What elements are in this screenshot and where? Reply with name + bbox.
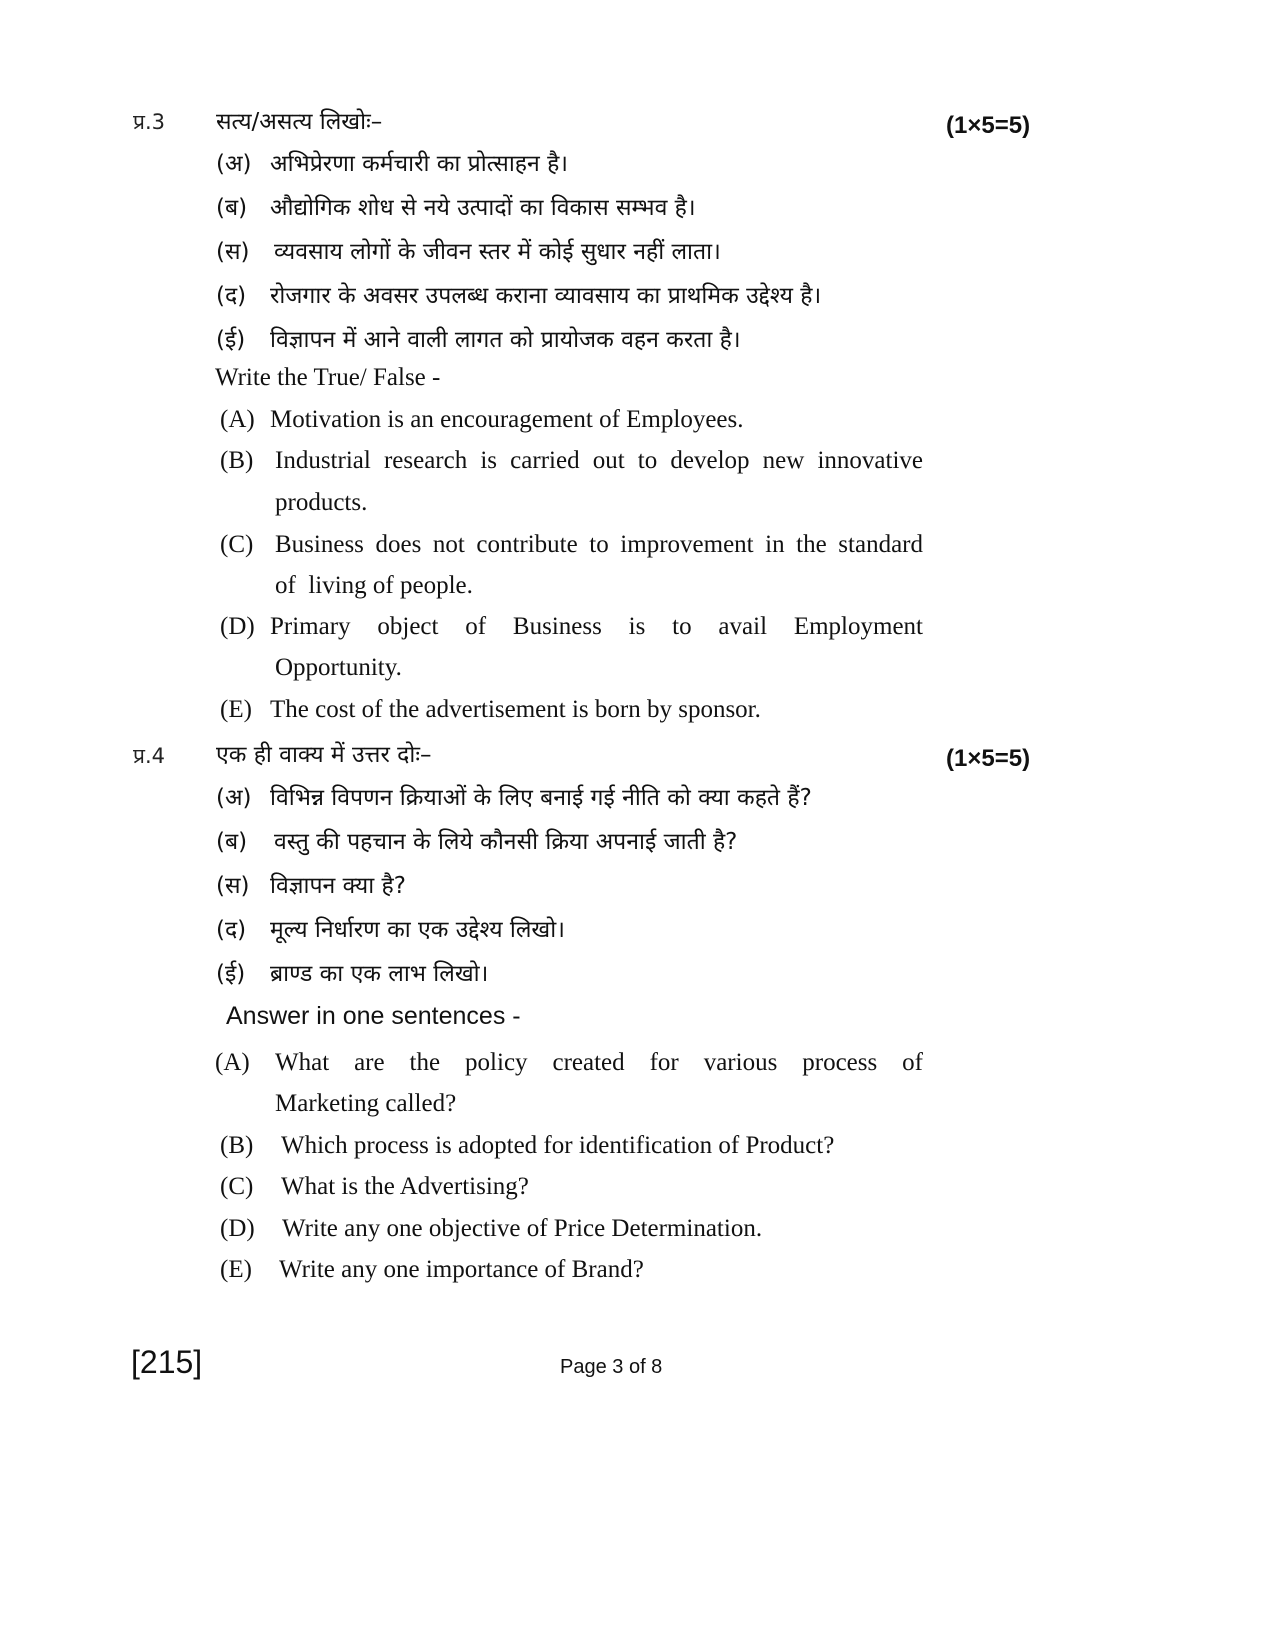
item-label: (द): [216, 917, 247, 943]
item-label: (अ): [216, 785, 252, 811]
q3-hindi-item: [216, 190, 696, 222]
q4-english-item: [220, 1173, 529, 1201]
q4-hindi-item: [216, 868, 406, 900]
item-text: The cost of the advertisement is born by sponsor.: [270, 696, 761, 723]
item-label: (ई): [216, 961, 246, 987]
q3-marks: (1×5=5): [946, 112, 1031, 139]
q4-hindi-item: [216, 780, 812, 812]
item-label: (D): [220, 613, 255, 640]
item-label: (स): [216, 239, 250, 265]
item-text: ब्राण्ड का एक लाभ लिखो।: [270, 961, 489, 987]
q3-english-item: [220, 696, 761, 724]
item-text-continued: of living of people.: [275, 572, 473, 599]
item-text: What is the Advertising?: [281, 1173, 529, 1200]
item-label: (C): [220, 1173, 254, 1200]
item-text: रोजगार के अवसर उपलब्ध कराना व्यावसाय का प्राथमिक उद्देश्य है।: [270, 283, 822, 309]
item-label: (D): [220, 1215, 255, 1242]
item-label: (E): [220, 696, 252, 723]
item-label: (A): [215, 1049, 250, 1076]
item-text: Business does not contribute to improvement in the standard: [275, 531, 923, 558]
item-text: What are the policy created for various process of: [275, 1049, 923, 1076]
q3-english-item: [220, 613, 270, 641]
item-text: Primary object of Business is to avail Employment: [270, 613, 923, 640]
q4-title: एक ही वाक्य में उत्तर दोः–: [216, 742, 432, 768]
q4-number: प्र.4: [133, 744, 165, 768]
item-text: विज्ञापन में आने वाली लागत को प्रायोजक वहन करता है।: [270, 327, 741, 353]
q4-english-item: [215, 1049, 275, 1077]
item-label: (B): [220, 1132, 254, 1159]
item-label: (स): [216, 873, 250, 899]
item-text: मूल्य निर्धारण का एक उद्देश्य लिखो।: [270, 917, 565, 943]
item-text-continued: Marketing called?: [275, 1090, 457, 1117]
item-text: व्यवसाय लोगों के जीवन स्तर में कोई सुधार नहीं लाता।: [274, 239, 721, 265]
item-label: (C): [220, 531, 254, 558]
q4-english-item: [220, 1215, 762, 1243]
q3-hindi-item: [216, 322, 741, 354]
item-text: Motivation is an encouragement of Employees.: [270, 406, 744, 433]
q4-english-item: [220, 1132, 834, 1160]
item-text: Industrial research is carried out to develop new innovative: [275, 447, 923, 474]
item-label: (ई): [216, 327, 246, 353]
q3-title: सत्य/असत्य लिखोः–: [216, 109, 383, 135]
item-label: (ब): [216, 195, 248, 221]
q3-english-item: [220, 531, 275, 559]
q4-hindi-item: [216, 956, 488, 988]
paper-code: [215]: [131, 1344, 203, 1380]
q3-hindi-item: [216, 146, 568, 178]
item-text: Write any one importance of Brand?: [279, 1256, 644, 1283]
item-label: (द): [216, 283, 247, 309]
page-number: Page 3 of 8: [560, 1356, 663, 1378]
q4-english-item: [220, 1256, 644, 1284]
item-text: विभिन्न विपणन क्रियाओं के लिए बनाई गई नीति को क्या कहते हैं?: [270, 785, 812, 811]
item-text: वस्तु की पहचान के लिये कौनसी क्रिया अपनाई जाती है?: [274, 829, 738, 855]
q3-hindi-item: [216, 234, 721, 266]
q3-english-item: [220, 406, 744, 434]
item-text: विज्ञापन क्या है?: [270, 873, 406, 899]
q4-hindi-item: [216, 824, 737, 856]
item-label: (A): [220, 406, 255, 433]
item-text: अभिप्रेरणा कर्मचारी का प्रोत्साहन है।: [270, 151, 569, 177]
item-text-continued: Opportunity.: [275, 654, 402, 681]
item-text: Write any one objective of Price Determination.: [282, 1215, 763, 1242]
q4-hindi-item: [216, 912, 565, 944]
q4-marks: (1×5=5): [946, 745, 1031, 772]
item-label: (अ): [216, 151, 252, 177]
item-text: औद्योगिक शोध से नये उत्पादों का विकास सम्भव है।: [270, 195, 696, 221]
q3-english-title: Write the True/ False -: [215, 364, 441, 391]
q3-number: प्र.3: [133, 110, 165, 134]
q3-english-item: [220, 447, 275, 475]
q4-english-title: Answer in one sentences -: [226, 1002, 521, 1030]
item-label: (ब): [216, 829, 248, 855]
item-text: Which process is adopted for identification of Product?: [281, 1132, 835, 1159]
q3-hindi-item: [216, 278, 821, 310]
item-label: (B): [220, 447, 254, 474]
item-text-continued: products.: [275, 489, 368, 516]
item-label: (E): [220, 1256, 252, 1283]
